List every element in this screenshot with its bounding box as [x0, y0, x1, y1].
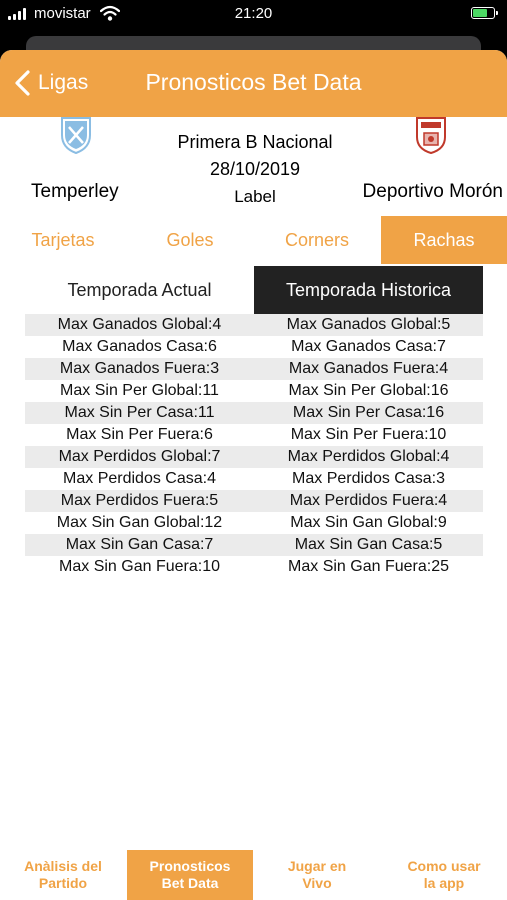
home-team-crest-icon — [59, 115, 93, 155]
bottom-tab-jugar-en-vivo[interactable] — [254, 850, 380, 900]
table-row — [25, 358, 483, 380]
stat-historic: Max Sin Gan Casa:5 — [294, 536, 443, 553]
stat-current: Max Sin Gan Global:12 — [56, 514, 223, 531]
bottom-tab-label: Bet Data — [161, 875, 219, 891]
stat-current: Max Ganados Casa:6 — [62, 338, 217, 355]
tab-tarjetas[interactable]: Tarjetas — [31, 230, 95, 250]
page-title: Pronosticos Bet Data — [145, 69, 362, 95]
stat-historic: Max Perdidos Fuera:4 — [289, 492, 448, 509]
bottom-tab-como-usar[interactable] — [381, 850, 507, 900]
stat-historic: Max Sin Per Casa:16 — [292, 404, 445, 421]
bottom-tab-analisis[interactable] — [0, 850, 126, 900]
stat-current: Max Sin Per Casa:11 — [64, 404, 215, 421]
stat-historic: Max Ganados Casa:7 — [291, 338, 446, 355]
stat-historic: Max Sin Per Fuera:10 — [290, 426, 447, 443]
app-screen — [0, 50, 507, 900]
competition-name: Primera B Nacional — [177, 132, 333, 152]
stat-current: Max Perdidos Global:7 — [58, 448, 221, 465]
table-row — [25, 446, 483, 468]
bottom-tab-label: Vivo — [302, 875, 332, 891]
bottom-tab-label: Partido — [38, 875, 88, 891]
table-row — [25, 424, 483, 446]
segment-temporada-historica[interactable]: Temporada Historica — [254, 266, 483, 314]
stat-historic: Max Perdidos Casa:3 — [292, 470, 445, 487]
stat-current: Max Sin Per Global:11 — [60, 382, 219, 399]
stat-current: Max Ganados Fuera:3 — [59, 360, 220, 377]
table-row — [25, 512, 483, 534]
table-row — [25, 336, 483, 358]
status-bar — [0, 0, 507, 28]
table-row — [25, 314, 483, 336]
table-row — [25, 534, 483, 556]
stat-current: Max Sin Gan Fuera:10 — [59, 558, 220, 575]
stat-historic: Max Perdidos Global:4 — [287, 448, 450, 465]
bottom-tab-label: Como usar — [407, 858, 481, 874]
stat-current: Max Perdidos Casa:4 — [63, 470, 216, 487]
match-label: Label — [234, 187, 276, 206]
bottom-tab-bar — [0, 850, 507, 900]
battery-charging-icon — [471, 7, 495, 19]
table-row — [25, 556, 483, 578]
stat-historic: Max Ganados Fuera:4 — [288, 360, 449, 377]
table-row — [25, 380, 483, 402]
home-team-name: Temperley — [31, 181, 119, 202]
match-date: 28/10/2019 — [209, 159, 301, 179]
tab-goles[interactable]: Goles — [166, 230, 214, 250]
stats-tabs — [0, 216, 507, 264]
stat-current: Max Sin Per Fuera:6 — [66, 426, 213, 443]
stat-historic: Max Ganados Global:5 — [286, 316, 451, 333]
stat-current: Max Sin Gan Casa:7 — [65, 536, 214, 553]
streaks-table — [25, 314, 483, 578]
bottom-tab-pronosticos[interactable] — [127, 850, 253, 900]
table-row — [25, 490, 483, 512]
bottom-tab-label: la app — [423, 875, 465, 891]
tab-rachas[interactable]: Rachas — [381, 216, 507, 264]
segment-temporada-actual[interactable]: Temporada Actual — [67, 280, 212, 300]
away-team-name: Deportivo Morón — [362, 181, 503, 202]
stat-historic: Max Sin Gan Fuera:25 — [288, 558, 449, 575]
bottom-tab-label: Pronosticos — [149, 858, 231, 874]
stat-historic: Max Sin Per Global:16 — [288, 382, 449, 399]
away-team-crest-icon — [414, 115, 448, 155]
table-row — [25, 402, 483, 424]
back-label: Ligas — [38, 71, 89, 94]
stat-current: Max Ganados Global:4 — [57, 316, 222, 333]
tab-corners[interactable]: Corners — [284, 230, 350, 250]
table-row — [25, 468, 483, 490]
bottom-tab-label: Jugar en — [287, 858, 347, 874]
navigation-bar — [0, 50, 507, 117]
stat-historic: Max Sin Gan Global:9 — [290, 514, 447, 531]
carrier-name: movistar — [34, 5, 91, 22]
stat-current: Max Perdidos Fuera:5 — [60, 492, 219, 509]
clock: 21:20 — [234, 5, 273, 22]
bottom-tab-label: Anàlisis del — [24, 858, 102, 874]
